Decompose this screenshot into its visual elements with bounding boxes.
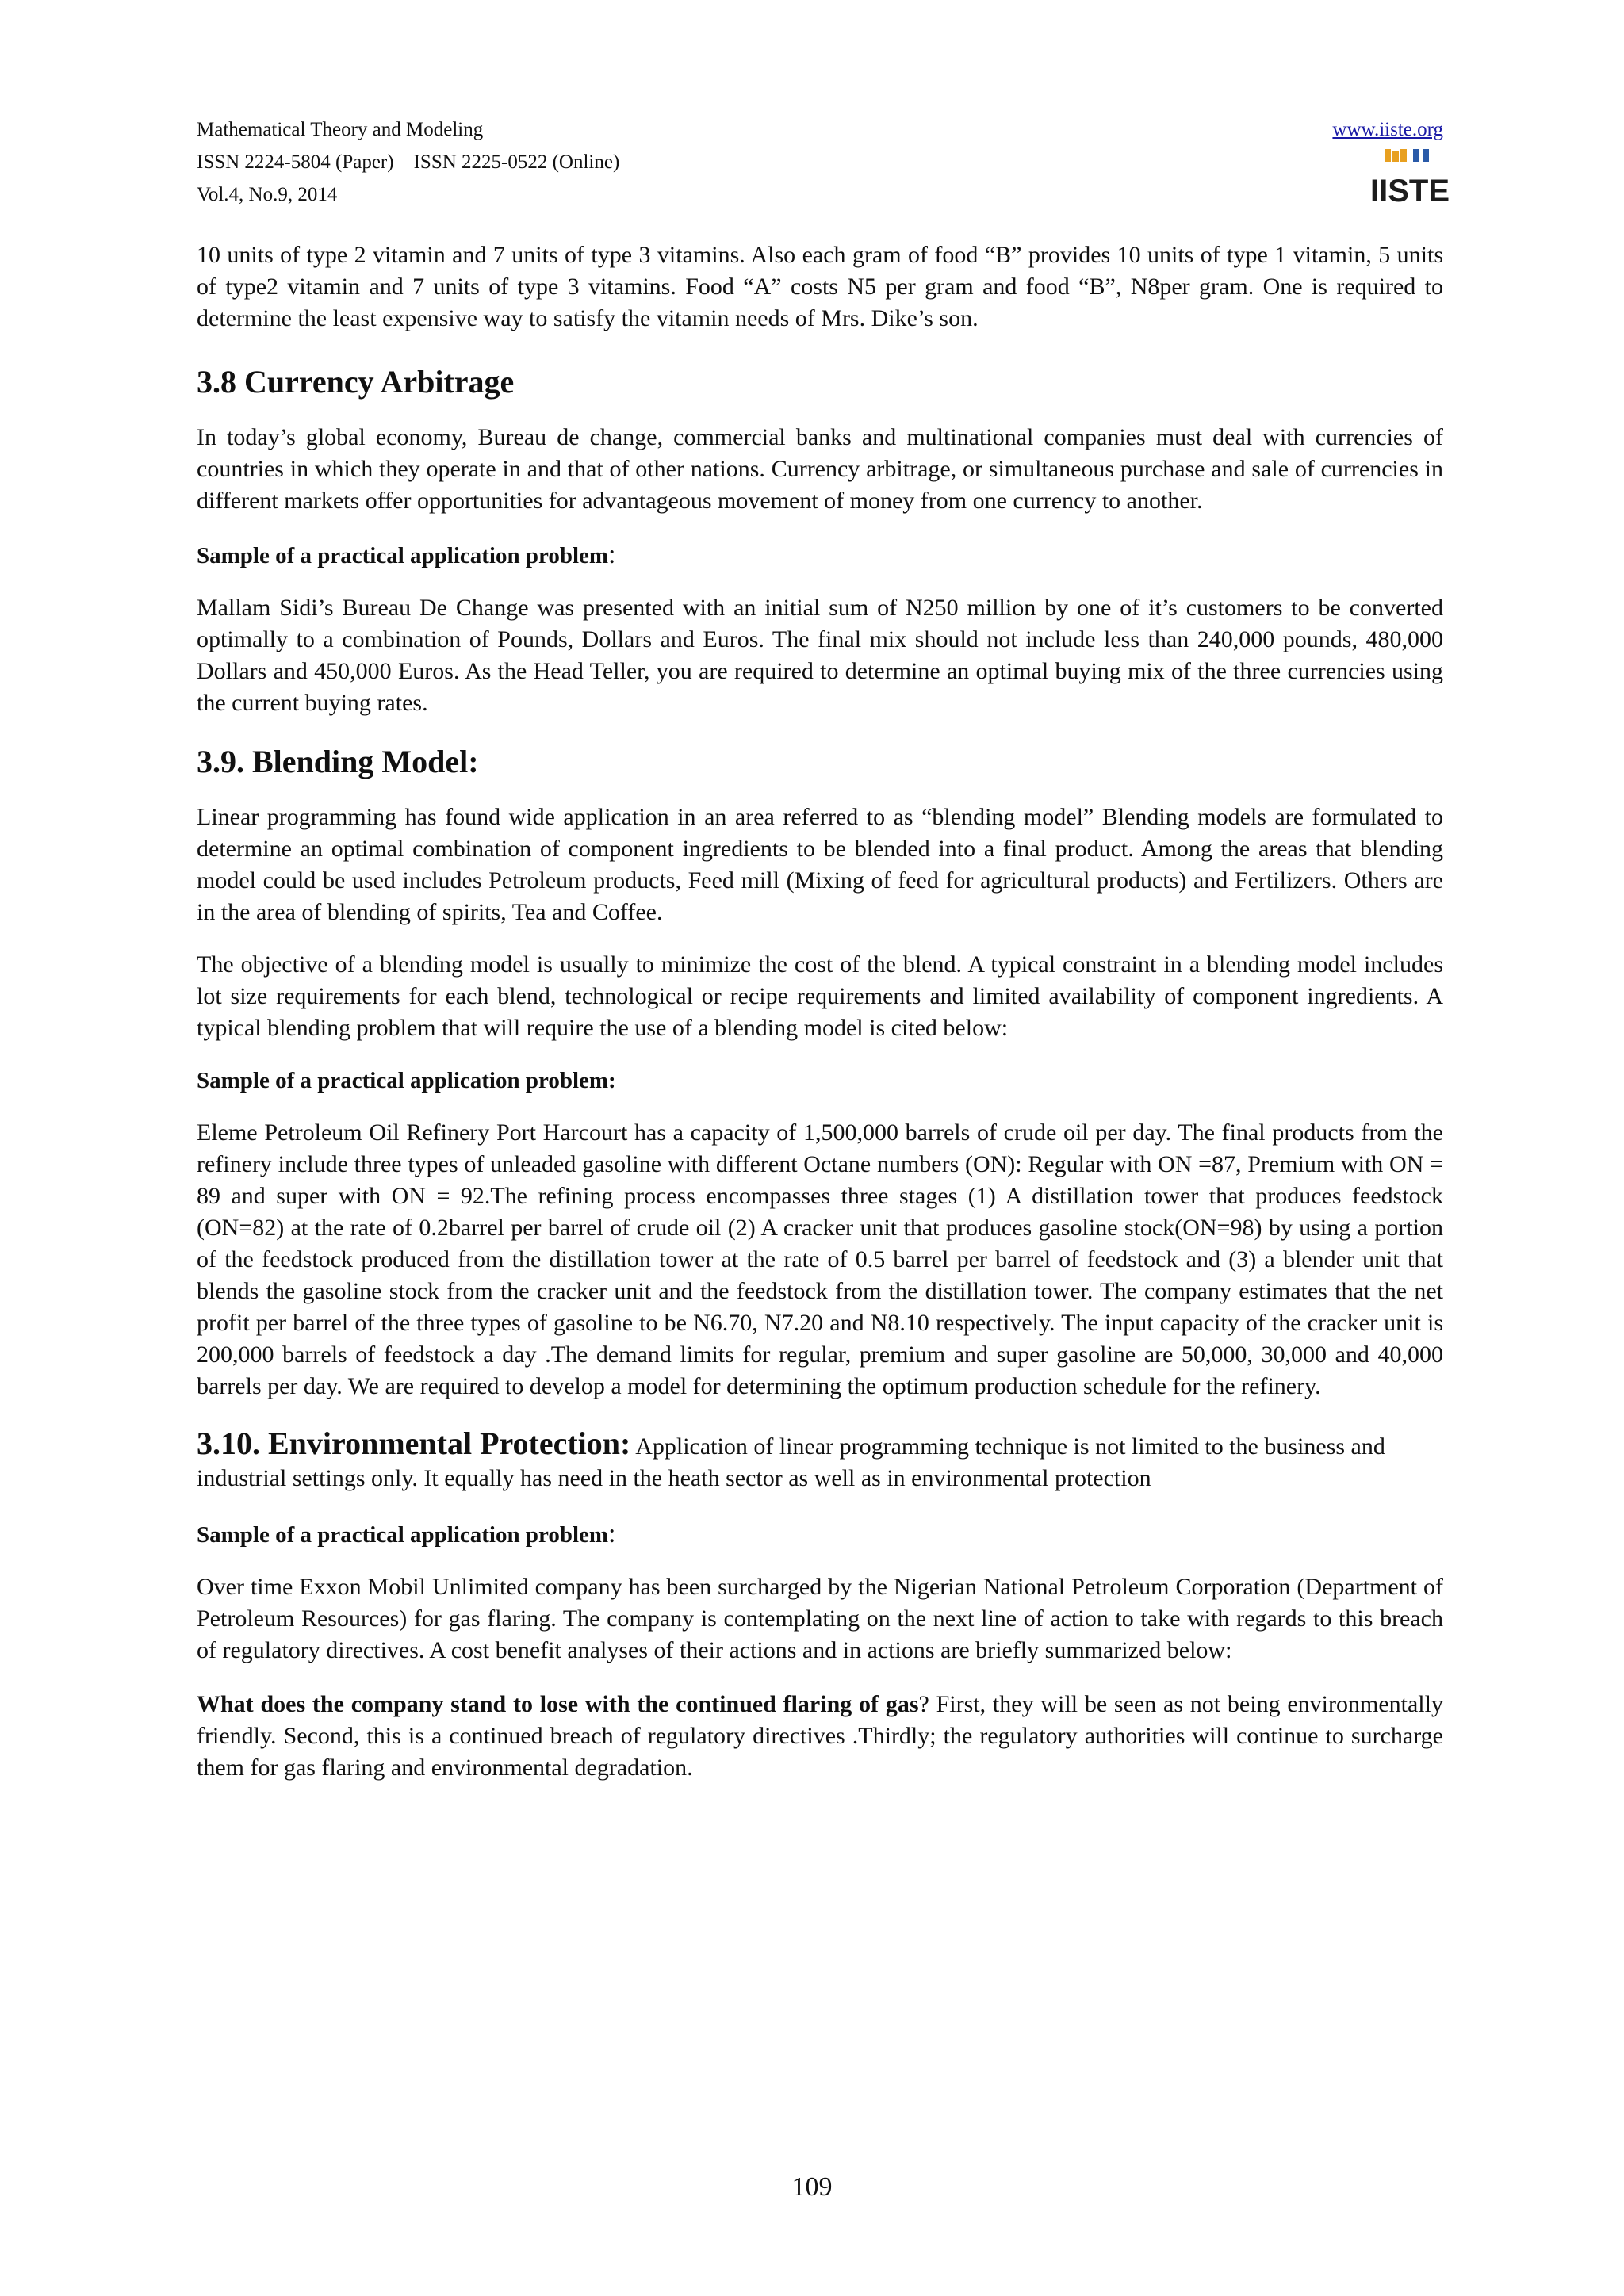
sample-label: Sample of a practical application problem (197, 1522, 609, 1548)
answer-lose-text: ? First, they will be seen as not being environmentally friendly. Second, this is a continued breach of regulatory directives .Thirdly; the regulatory authorities will continue to surcharge them for gas flaring and environmental degradation. (197, 1691, 1443, 1781)
heading-environmental-protection: 3.10. Environmental Protection: (197, 1425, 631, 1461)
section-environmental-protection (197, 1425, 1443, 1494)
sample-label-colon: : (608, 1519, 616, 1548)
paragraph-blending-1: Linear programming has found wide application in an area referred to as “blending model” Blending models are formulated to determine an optimal combination of component ingredients to be blended into a final product. Among the areas that blending model could be used includes Petroleum products, Feed mill (Mixing of feed for agricultural products) and Fertilizers. Others are in the area of blending of spirits, Tea and Coffee. (197, 804, 1443, 925)
sample-heading-1 (197, 539, 1443, 572)
logo-wordmark: IISTE (1369, 174, 1450, 209)
paragraph-exxon-mobil: Over time Exxon Mobil Unlimited company has been surcharged by the Nigerian National Petroleum Corporation (Department of Petroleum Resources) for gas flaring. The company is contemplating on the next line of action to take with regards to this breach of regulatory directives. A cost benefit analyses of their actions and in actions are briefly summarized below: (197, 1574, 1443, 1663)
paragraph-mallam-sidi: Mallam Sidi’s Bureau De Change was presented with an initial sum of N250 million by one of it’s customers to be converted optimally to a combination of Pounds, Dollars and Euros. The final mix should not include less than 240,000 pounds, 480,000 Dollars and 450,000 Euros. As the Head Teller, you are required to determine an optimal buying mix of the three currencies using the current buying rates. (197, 595, 1443, 716)
journal-url-link[interactable]: www.iiste.org (1332, 119, 1443, 140)
article-body (197, 239, 1443, 1784)
sample-label: Sample of a practical application problem (197, 543, 609, 568)
volume-line: Vol.4, No.9, 2014 (197, 184, 338, 205)
page-header (197, 113, 1443, 211)
iiste-logo-icon (1369, 147, 1450, 209)
question-lose-bold: What does the company stand to lose with the continued flaring of gas (197, 1691, 919, 1717)
paragraph-vitamin-intro: 10 units of type 2 vitamin and 7 units of type 3 vitamins. Also each gram of food “B” provides 10 units of type 1 vitamin, 5 units of type2 vitamin and 7 units of type 3 vitamins. Food “A” costs N5 per gram and food “B”, N8per gram. One is required to determine the least expensive way to satisfy the vitamin needs of Mrs. Dike’s son. (197, 242, 1443, 331)
sample-heading-2 (197, 1065, 1443, 1096)
sample-heading-3 (197, 1518, 1443, 1551)
sample-label: Sample of a practical application problem: (197, 1068, 616, 1093)
heading-blending-model: 3.9. Blending Model: (197, 744, 479, 779)
paragraph-blending-2: The objective of a blending model is usually to minimize the cost of the blend. A typical constraint in a blending model includes lot size requirements for each blend, technological or recipe requirements and limited availability of component ingredients. A typical blending problem that will require the use of a blending model is cited below: (197, 951, 1443, 1041)
heading-currency-arbitrage: 3.8 Currency Arbitrage (197, 364, 515, 400)
paragraph-gas-flaring-loss (197, 1689, 1443, 1784)
paragraph-eleme-refinery: Eleme Petroleum Oil Refinery Port Harcourt has a capacity of 1,500,000 barrels of crude oil per day. The final products from the refinery include three types of unleaded gasoline with different Octane numbers (ON): Regular with ON =87, Premium with ON = 89 and super with ON = 92.The refining process encompasses three stages (1) A distillation tower that produces feedstock (ON=82) at the rate of 0.2barrel per barrel of crude oil (2) A cracker unit that produces gasoline stock(ON=98) by using a portion of the feedstock produced from the distillation tower at the rate of 0.5 barrel per barrel of feedstock and (3) a blender unit that blends the gasoline stock from the cracker unit and the feedstock from the distillation tower. The company estimates that the net profit per barrel of the three types of gasoline to be N6.70, N7.20 and N8.10 respectively. The input capacity of the cracker unit is 200,000 barrels of feedstock a day .The demand limits for regular, premium and super gasoline are 50,000, 30,000 and 40,000 barrels per day. We are required to develop a model for determining the optimum production schedule for the refinery. (197, 1119, 1443, 1399)
issn-line: ISSN 2224-5804 (Paper) ISSN 2225-0522 (Online) (197, 151, 620, 173)
journal-title: Mathematical Theory and Modeling (197, 119, 484, 140)
page-number: 109 (791, 2172, 833, 2202)
environmental-intro-text: Application of linear programming technique is not limited to the business and industrial settings only. It equally has need in the heath sector as well as in environmental protection (197, 1433, 1385, 1491)
paragraph-currency: In today’s global economy, Bureau de change, commercial banks and multinational companies must deal with currencies of countries in which they operate in and that of other nations. Currency arbitrage, or simultaneous purchase and sale of currencies in different markets offer opportunities for advantageous movement of money from one currency to another. (197, 424, 1443, 514)
sample-label-colon: : (608, 540, 616, 569)
